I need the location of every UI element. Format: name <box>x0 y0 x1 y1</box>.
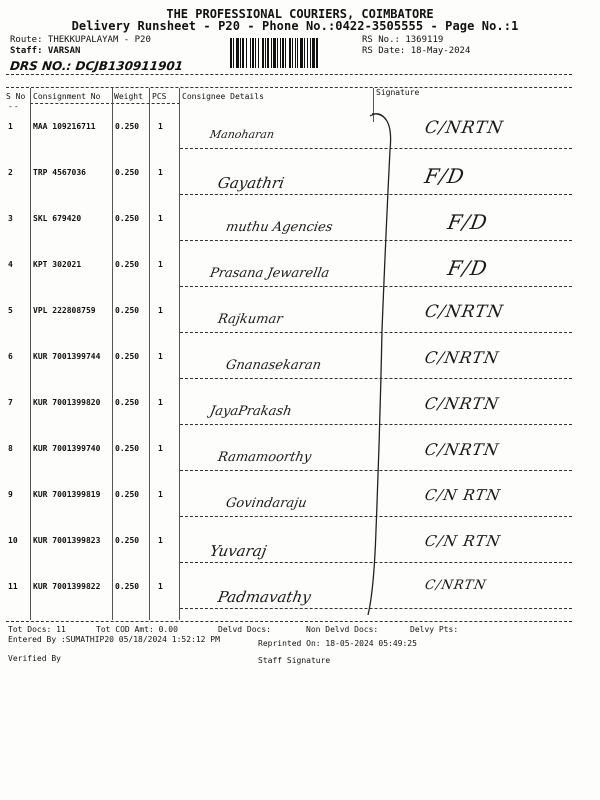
header-divider <box>6 87 572 88</box>
row-signature-remark: C/N RTN <box>423 532 503 550</box>
row-signature-remark: C/NRTN <box>423 118 506 138</box>
row-signature-remark: C/N RTN <box>423 486 503 504</box>
barcode-bar <box>233 38 234 68</box>
row-weight: 0.250 <box>115 352 140 361</box>
row-sno: 9 <box>8 490 13 499</box>
row-consignee-handwriting: Gayathri <box>216 174 286 192</box>
row-consignee-handwriting: muthu Agencies <box>224 220 334 235</box>
barcode-bar <box>240 38 241 68</box>
entered-by: Entered By :SUMATHIP20 05/18/2024 1:52:12 PM <box>8 635 220 644</box>
row-pcs: 1 <box>158 582 163 591</box>
barcode <box>230 38 358 68</box>
row-pcs: 1 <box>158 122 163 131</box>
row-sno: 3 <box>8 214 13 223</box>
barcode-bar <box>297 38 298 68</box>
row-consignee-handwriting: Prasana Jewarella <box>208 266 331 281</box>
row-consignment-no: SKL 679420 <box>33 214 82 223</box>
row-sno: 2 <box>8 168 13 177</box>
row-signature-remark: F/D <box>445 256 490 280</box>
barcode-bar <box>246 38 247 68</box>
col-header-sno: S No <box>6 92 26 101</box>
row-weight: 0.250 <box>115 214 140 223</box>
row-consignment-no: VPL 222808759 <box>33 306 96 315</box>
row-weight: 0.250 <box>115 306 140 315</box>
barcode-bar <box>312 38 315 68</box>
row-consignee-handwriting: Yuvaraj <box>208 542 269 560</box>
row-sno: 4 <box>8 260 13 269</box>
row-weight: 0.250 <box>115 168 140 177</box>
barcode-bar <box>304 38 305 68</box>
barcode-bar <box>236 38 239 68</box>
barcode-bar <box>230 38 232 68</box>
drs-number: DRS NO.: DCJB130911901 <box>9 59 184 73</box>
row-sno: 7 <box>8 398 13 407</box>
column-rule <box>179 88 180 620</box>
verified-by: Verified By <box>8 654 61 663</box>
row-pcs: 1 <box>158 398 163 407</box>
col-header-consignment: Consignment No <box>33 92 101 101</box>
row-sno: 1 <box>8 122 13 131</box>
barcode-bar <box>307 38 308 68</box>
row-pcs: 1 <box>158 490 163 499</box>
rs-date: RS Date: 18-May-2024 <box>362 46 471 56</box>
row-consignment-no: KUR 7001399740 <box>33 444 101 453</box>
company-title: THE PROFESSIONAL COURIERS, COIMBATORE <box>166 7 434 21</box>
row-weight: 0.250 <box>115 536 140 545</box>
row-weight: 0.250 <box>115 260 140 269</box>
barcode-bar <box>250 38 251 68</box>
row-consignee-handwriting: Govindaraju <box>224 496 308 511</box>
footer-divider <box>6 621 572 622</box>
barcode-bar <box>310 38 311 68</box>
row-consignment-no: KPT 302021 <box>33 260 82 269</box>
row-consignment-no: TRP 4567036 <box>33 168 86 177</box>
barcode-bar <box>258 38 259 68</box>
row-pcs: 1 <box>158 168 163 177</box>
barcode-bar <box>265 38 266 68</box>
row-sno: 11 <box>8 582 18 591</box>
column-rule <box>112 88 113 620</box>
barcode-bar <box>289 38 291 68</box>
rs-number: RS No.: 1369119 <box>362 35 444 45</box>
row-weight: 0.250 <box>115 122 140 131</box>
barcode-bar <box>280 38 281 68</box>
row-weight: 0.250 <box>115 582 140 591</box>
non-delivered-docs: Non Delvd Docs: <box>306 625 379 634</box>
row-pcs: 1 <box>158 214 163 223</box>
delivered-docs: Delvd Docs: <box>218 625 271 634</box>
staff-signature: Staff Signature <box>258 656 331 665</box>
row-consignee-handwriting: JayaPrakash <box>208 404 293 419</box>
row-signature-remark: F/D <box>422 164 467 188</box>
row-consignment-no: KUR 7001399819 <box>33 490 101 499</box>
row-consignee-handwriting: Manoharan <box>208 128 276 141</box>
row-pcs: 1 <box>158 306 163 315</box>
row-consignment-no: KUR 7001399823 <box>33 536 101 545</box>
row-consignee-handwriting: Rajkumar <box>216 312 284 327</box>
col-header-signature: Signature <box>376 88 420 97</box>
barcode-bar <box>267 38 269 68</box>
row-consignment-no: MAA 109216711 <box>33 122 96 131</box>
row-pcs: 1 <box>158 352 163 361</box>
header-divider <box>6 74 572 75</box>
barcode-bar <box>277 38 278 68</box>
row-signature-remark: C/NRTN <box>423 348 501 367</box>
barcode-bar <box>300 38 303 68</box>
staff-label: Staff: VARSAN <box>10 46 81 56</box>
barcode-bar <box>242 38 244 68</box>
col-header-pcs: PCS <box>152 92 167 101</box>
route-label: Route: THEKKUPALAYAM - P20 <box>10 35 151 45</box>
barcode-bar <box>282 38 284 68</box>
reprinted-on: Reprinted On: 18-05-2024 05:49:25 <box>258 639 417 648</box>
total-docs: Tot Docs: 11 <box>8 625 66 634</box>
row-signature-remark: C/NRTN <box>423 302 506 322</box>
row-consignee-handwriting: Gnanasekaran <box>224 358 323 373</box>
row-signature-remark: C/NRTN <box>423 394 501 413</box>
col-header-weight: Weight <box>114 92 143 101</box>
row-pcs: 1 <box>158 536 163 545</box>
row-pcs: 1 <box>158 260 163 269</box>
row-consignment-no: KUR 7001399820 <box>33 398 101 407</box>
row-consignee-handwriting: Padmavathy <box>216 588 313 606</box>
row-signature-remark: C/NRTN <box>423 578 488 593</box>
bracket-stroke <box>360 110 410 620</box>
row-consignment-no: KUR 7001399822 <box>33 582 101 591</box>
header-underline <box>30 103 180 104</box>
barcode-bar <box>252 38 254 68</box>
barcode-bar <box>273 38 276 68</box>
row-weight: 0.250 <box>115 490 140 499</box>
barcode-bar <box>316 38 318 68</box>
delivery-points: Delvy Pts: <box>410 625 459 634</box>
row-signature-remark: C/NRTN <box>423 440 501 459</box>
row-sno: 8 <box>8 444 13 453</box>
barcode-bar <box>262 38 264 68</box>
row-weight: 0.250 <box>115 398 140 407</box>
column-rule <box>30 88 31 620</box>
barcode-bar <box>292 38 293 68</box>
barcode-bar <box>255 38 256 68</box>
row-signature-remark: F/D <box>445 210 490 234</box>
row-consignee-handwriting: Ramamoorthy <box>216 450 313 465</box>
runsheet-subtitle: Delivery Runsheet - P20 - Phone No.:0422-3505555 - Page No.:1 <box>71 19 519 33</box>
barcode-bar <box>285 38 286 68</box>
row-consignment-no: KUR 7001399744 <box>33 352 101 361</box>
total-cod-amount: Tot COD Amt: 0.00 <box>96 625 178 634</box>
row-weight: 0.250 <box>115 444 140 453</box>
row-sno: 5 <box>8 306 13 315</box>
col-header-consignee: Consignee Details <box>182 92 264 101</box>
barcode-bar <box>271 38 272 68</box>
column-rule <box>149 88 150 620</box>
row-sno: 6 <box>8 352 13 361</box>
row-sno: 10 <box>8 536 18 545</box>
row-pcs: 1 <box>158 444 163 453</box>
header-dashes: -- <box>8 102 20 111</box>
barcode-bar <box>295 38 296 68</box>
